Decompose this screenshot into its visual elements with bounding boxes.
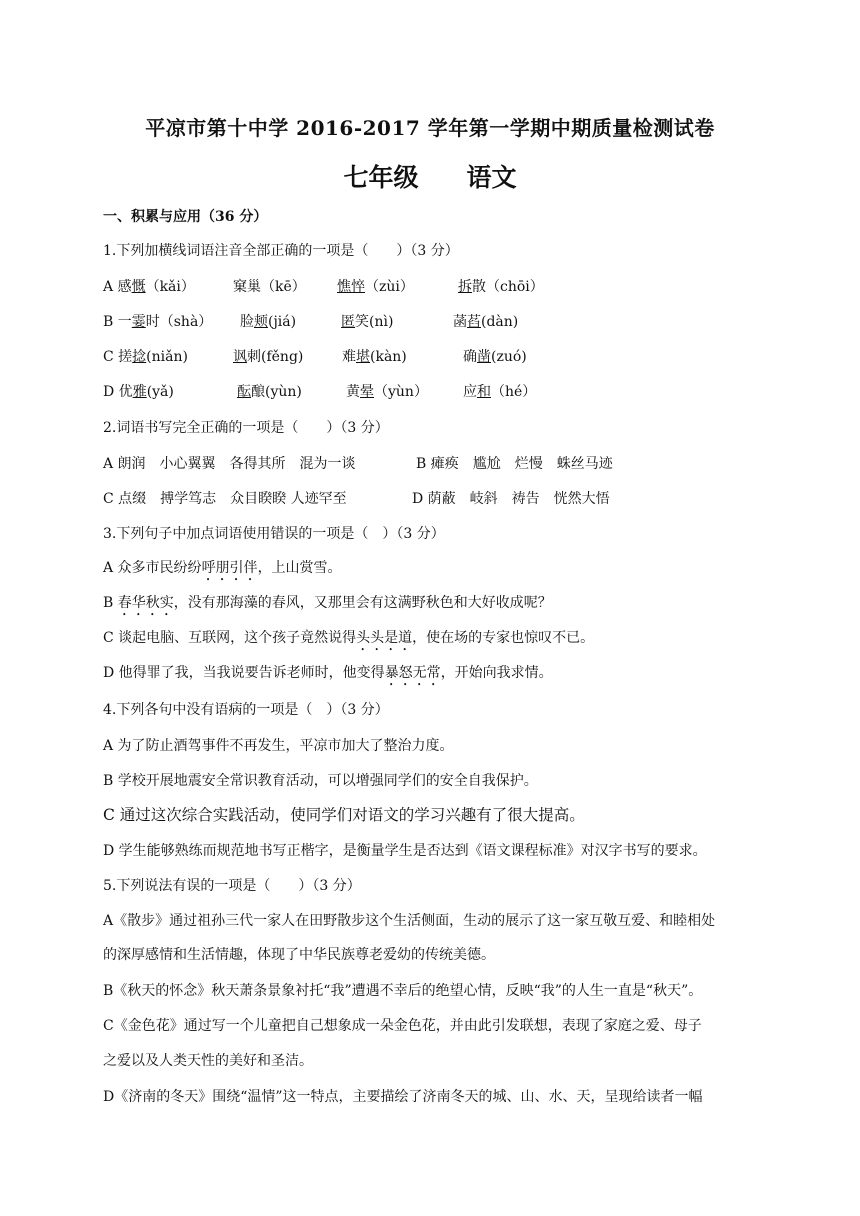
q1-option-b-word-1: B 一霎时（shà） [103,314,213,330]
page-title: 平凉市第十中学 2016-2017 学年第一学期中期质量检测试卷 [145,116,715,140]
q2-option-d: D 荫蔽 岐斜 祷告 恍然大悟 [412,491,610,507]
q5-option-a-line-1: A《散步》通过祖孙三代一家人在田野散步这个生活侧面，生动的展示了这一家互敬互爱、和睦相处 [103,913,716,929]
q5-option-c-line-2: 之爱以及人类天性的美好和圣洁。 [103,1053,313,1069]
q3-option-a: A 众多市民纷纷呼朋引伴，上山赏雪。 [103,560,342,576]
q1-option-a-word-4: 拆散（chōi） [458,279,544,295]
grade-label: 七年级 [343,163,419,192]
q2-option-a: A 朗润 小心翼翼 各得其所 混为一谈 [103,456,356,472]
q1-option-c-word-1: C 搓捻(niǎn) [103,349,188,365]
question-1-stem: 1.下列加横线词语注音全部正确的一项是（ ）（3 分） [103,243,459,259]
q1-option-b-word-3: 匿笑(nì) [341,314,394,330]
q3-option-d: D 他得罪了我，当我说要告诉老师时，他变得暴怒无常，开始向我求情。 [103,665,553,681]
q1-option-d-word-2: 酝酿(yùn) [237,384,302,400]
q5-option-b: B《秋天的怀念》秋天萧条景象衬托“我”遭遇不幸后的绝望心情，反映“我”的人生一直是“秋天”。 [103,983,703,999]
question-2-stem: 2.词语书写完全正确的一项是（ ）（3 分） [103,420,389,436]
page-subtitle [0,158,860,194]
q3-option-c: C 谈起电脑、互联网，这个孩子竟然说得头头是道，使在场的专家也惊叹不已。 [103,630,595,646]
q1-option-d-word-3: 黄晕（yùn） [346,384,428,400]
q5-option-c-line-1: C《金色花》通过写一个儿童把自己想象成一朵金色花，并由此引发联想，表现了家庭之爱、母子 [103,1018,702,1034]
q1-option-a-word-1: A 感慨（kǎi） [103,279,195,295]
q1-option-a-word-2: 窠巢（kē） [233,279,306,295]
q5-option-d-line-1: D《济南的冬天》围绕“温情”这一特点，主要描绘了济南冬天的城、山、水、天，呈现给读者一幅 [103,1089,703,1105]
q4-option-b: B 学校开展地震安全常识教育活动，可以增强同学们的安全自我保护。 [103,773,538,789]
question-5-stem: 5.下列说法有误的一项是（ ）（3 分） [103,878,361,894]
q2-option-c: C 点缀 搏学笃志 众目睽睽 人迹罕至 [103,491,347,507]
q3-option-b: B 春华秋实，没有那海藻的春风，又那里会有这满野秋色和大好收成呢？ [103,595,552,611]
q1-option-b-word-4: 菡萏(dàn) [453,314,519,330]
q4-option-d: D 学生能够熟练而规范地书写正楷字，是衡量学生是否达到《语文课程标准》对汉字书写的要求。 [103,843,707,859]
question-3-stem: 3.下列句子中加点词语使用错误的一项是（ ）（3 分） [103,526,445,542]
subject-label: 语文 [466,163,517,192]
q2-option-b: B 瘫痪 尴尬 烂慢 蛛丝马迹 [416,456,613,472]
q4-option-a: A 为了防止酒驾事件不再发生，平凉市加大了整治力度。 [103,738,454,754]
question-4-stem: 4.下列各句中没有语病的一项是（ ）（3 分） [103,702,389,718]
q4-option-c: C 通过这次综合实践活动，使同学们对语文的学习兴趣有了很大提高。 [103,806,585,824]
q1-option-c-word-3: 难堪(kàn) [342,349,407,365]
q5-option-a-line-2: 的深厚感情和生活情趣，体现了中华民族尊老爱幼的传统美德。 [103,947,495,963]
q1-option-d-word-1: D 优雅(yǎ) [103,384,174,400]
q1-option-b-word-2: 脸颊(jiá) [240,314,297,330]
q1-option-c-word-4: 确凿(zuó) [463,349,527,365]
q1-option-d-word-4: 应和（hé） [463,384,537,400]
q1-option-c-word-2: 讽刺(fěng) [233,349,304,365]
q1-option-a-word-3: 憔悴（zùi） [337,279,414,295]
section-heading: 一、积累与应用（36 分） [103,209,268,225]
